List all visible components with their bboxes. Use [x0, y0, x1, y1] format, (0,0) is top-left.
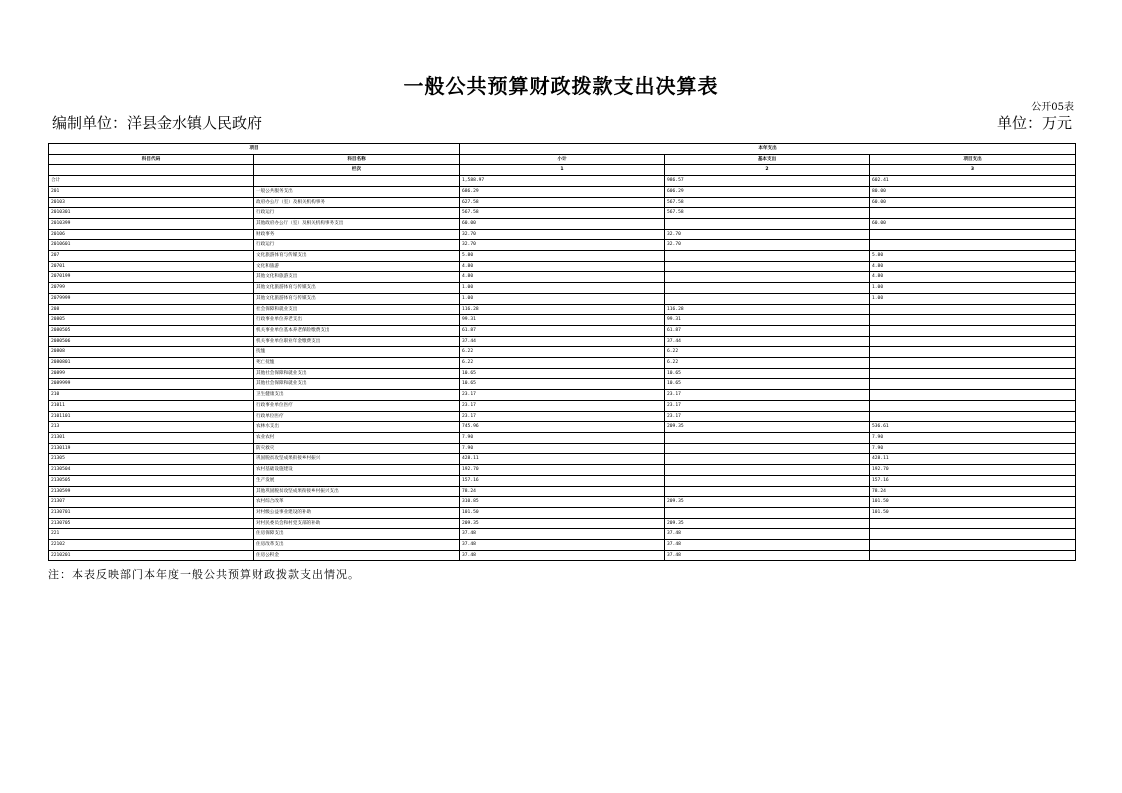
- code-cell: 2130701: [49, 507, 254, 518]
- code-cell: 21301: [49, 432, 254, 443]
- code-cell: 208: [49, 304, 254, 315]
- expenditure-table: [48, 143, 1076, 561]
- basic-cell: 99.31: [665, 315, 870, 326]
- basic-cell: 209.35: [665, 518, 870, 529]
- code-cell: 20805: [49, 315, 254, 326]
- project-cell: 1.00: [870, 283, 1076, 294]
- subtotal-cell: 1,588.97: [460, 176, 665, 187]
- subtotal-cell: 1.00: [460, 283, 665, 294]
- code-cell: 2010301: [49, 208, 254, 219]
- subtotal-cell: 101.50: [460, 507, 665, 518]
- code-cell: 210: [49, 390, 254, 401]
- table-row: [49, 443, 1076, 454]
- code-cell: 207: [49, 251, 254, 262]
- code-cell: 合计: [49, 176, 254, 187]
- code-cell: 20799: [49, 283, 254, 294]
- subtotal-cell: 23.17: [460, 400, 665, 411]
- header-current-year: 本年支出: [460, 144, 1076, 155]
- basic-cell: 23.17: [665, 411, 870, 422]
- table-row: [49, 518, 1076, 529]
- name-cell: 住房保障支出: [254, 529, 460, 540]
- subtotal-cell: 627.58: [460, 197, 665, 208]
- table-row: [49, 540, 1076, 551]
- subtotal-cell: 23.17: [460, 411, 665, 422]
- subtotal-cell: 4.80: [460, 272, 665, 283]
- subtotal-cell: 1.00: [460, 293, 665, 304]
- subtotal-cell: 567.58: [460, 208, 665, 219]
- compiling-unit: 编制单位：洋县金水镇人民政府: [52, 114, 263, 132]
- name-cell: 行政事业单位养老支出: [254, 315, 460, 326]
- project-cell: 60.00: [870, 197, 1076, 208]
- name-cell: 住房公积金: [254, 550, 460, 561]
- code-cell: 2130504: [49, 465, 254, 476]
- basic-cell: 23.17: [665, 400, 870, 411]
- code-cell: 21307: [49, 497, 254, 508]
- table-row: [49, 315, 1076, 326]
- project-cell: [870, 550, 1076, 561]
- code-cell: 20106: [49, 229, 254, 240]
- project-cell: 192.70: [870, 465, 1076, 476]
- project-cell: 536.61: [870, 422, 1076, 433]
- subtotal-cell: 7.90: [460, 443, 665, 454]
- table-row: [49, 497, 1076, 508]
- basic-cell: 116.28: [665, 304, 870, 315]
- project-cell: [870, 518, 1076, 529]
- code-cell: 221: [49, 529, 254, 540]
- basic-cell: 209.35: [665, 422, 870, 433]
- name-cell: 其他文化旅游体育与传媒支出: [254, 283, 460, 294]
- subtotal-cell: 37.48: [460, 540, 665, 551]
- project-cell: 5.80: [870, 251, 1076, 262]
- basic-cell: [665, 443, 870, 454]
- basic-cell: 37.48: [665, 550, 870, 561]
- basic-cell: 567.58: [665, 208, 870, 219]
- project-cell: 4.80: [870, 261, 1076, 272]
- table-row: [49, 465, 1076, 476]
- name-cell: 抚恤: [254, 347, 460, 358]
- table-row: [49, 390, 1076, 401]
- project-cell: [870, 240, 1076, 251]
- name-cell: 防灾救灾: [254, 443, 460, 454]
- basic-cell: [665, 432, 870, 443]
- project-cell: [870, 540, 1076, 551]
- header-code: 科目代码: [49, 154, 254, 165]
- table-row: [49, 550, 1076, 561]
- code-cell: 201: [49, 186, 254, 197]
- basic-cell: [665, 293, 870, 304]
- header-row-3: [49, 165, 1076, 176]
- subtotal-cell: 32.70: [460, 240, 665, 251]
- name-cell: 其他社会保障和就业支出: [254, 368, 460, 379]
- table-row: [49, 358, 1076, 369]
- project-cell: [870, 368, 1076, 379]
- name-cell: 机关事业单位基本养老保险缴费支出: [254, 325, 460, 336]
- header-project-exp: 项目支出: [870, 154, 1076, 165]
- project-cell: 7.90: [870, 443, 1076, 454]
- name-cell: 一般公共服务支出: [254, 186, 460, 197]
- project-cell: 101.50: [870, 497, 1076, 508]
- subtotal-cell: 5.80: [460, 251, 665, 262]
- table-row: [49, 422, 1076, 433]
- table-row: [49, 368, 1076, 379]
- subtotal-cell: 7.90: [460, 432, 665, 443]
- name-cell: 农村基础设施建设: [254, 465, 460, 476]
- table-row: [49, 325, 1076, 336]
- basic-cell: 567.58: [665, 197, 870, 208]
- header-col-3: 3: [870, 165, 1076, 176]
- code-cell: 20899: [49, 368, 254, 379]
- subtotal-cell: 32.70: [460, 229, 665, 240]
- project-cell: 101.50: [870, 507, 1076, 518]
- header-col-2: 2: [665, 165, 870, 176]
- subtotal-cell: 428.11: [460, 454, 665, 465]
- code-cell: 2130705: [49, 518, 254, 529]
- basic-cell: [665, 507, 870, 518]
- footnote: 注：本表反映部门本年度一般公共预算财政拨款支出情况。: [48, 568, 360, 581]
- subtotal-cell: 37.48: [460, 550, 665, 561]
- subtotal-cell: 745.96: [460, 422, 665, 433]
- basic-cell: [665, 251, 870, 262]
- name-cell: 死亡抚恤: [254, 358, 460, 369]
- project-cell: 157.16: [870, 475, 1076, 486]
- basic-cell: 61.87: [665, 325, 870, 336]
- subtotal-cell: 99.31: [460, 315, 665, 326]
- project-cell: 80.00: [870, 186, 1076, 197]
- code-cell: 2130599: [49, 486, 254, 497]
- subtotal-cell: 37.44: [460, 336, 665, 347]
- name-cell: 财政事务: [254, 229, 460, 240]
- name-cell: 其他文化和旅游支出: [254, 272, 460, 283]
- header-row-2: [49, 154, 1076, 165]
- name-cell: 机关事业单位职业年金缴费支出: [254, 336, 460, 347]
- project-cell: 428.11: [870, 454, 1076, 465]
- project-cell: [870, 358, 1076, 369]
- code-cell: 22102: [49, 540, 254, 551]
- table-row: [49, 379, 1076, 390]
- header-project: 项目: [49, 144, 460, 155]
- subtotal-cell: 310.85: [460, 497, 665, 508]
- table-row: [49, 272, 1076, 283]
- basic-cell: 986.57: [665, 176, 870, 187]
- subtotal-cell: 61.87: [460, 325, 665, 336]
- code-cell: 2080505: [49, 325, 254, 336]
- code-cell: 21011: [49, 400, 254, 411]
- basic-cell: [665, 283, 870, 294]
- project-cell: [870, 347, 1076, 358]
- project-cell: [870, 336, 1076, 347]
- project-cell: [870, 379, 1076, 390]
- header-blank: [49, 165, 254, 176]
- name-cell: 文化和旅游: [254, 261, 460, 272]
- project-cell: [870, 400, 1076, 411]
- subtotal-cell: 192.70: [460, 465, 665, 476]
- name-cell: 政府办公厅（室）及相关机构事务: [254, 197, 460, 208]
- table-row: [49, 283, 1076, 294]
- basic-cell: [665, 465, 870, 476]
- name-cell: 对村级公益事业建设的补助: [254, 507, 460, 518]
- header-col-1: 1: [460, 165, 665, 176]
- basic-cell: 6.22: [665, 347, 870, 358]
- project-cell: 602.41: [870, 176, 1076, 187]
- name-cell: 农业农村: [254, 432, 460, 443]
- table-row: [49, 197, 1076, 208]
- table-row: [49, 411, 1076, 422]
- project-cell: [870, 325, 1076, 336]
- table-row: [49, 529, 1076, 540]
- table-row: [49, 240, 1076, 251]
- basic-cell: 23.17: [665, 390, 870, 401]
- code-cell: 2010601: [49, 240, 254, 251]
- basic-cell: [665, 454, 870, 465]
- code-cell: 2070199: [49, 272, 254, 283]
- table-row: [49, 507, 1076, 518]
- subtotal-cell: 37.48: [460, 529, 665, 540]
- name-cell: 住房改革支出: [254, 540, 460, 551]
- basic-cell: 10.65: [665, 368, 870, 379]
- code-cell: 213: [49, 422, 254, 433]
- basic-cell: 6.22: [665, 358, 870, 369]
- subtotal-cell: 4.80: [460, 261, 665, 272]
- name-cell: 行政单位医疗: [254, 411, 460, 422]
- basic-cell: 32.70: [665, 240, 870, 251]
- code-cell: 20808: [49, 347, 254, 358]
- project-cell: [870, 411, 1076, 422]
- subtotal-cell: 157.16: [460, 475, 665, 486]
- table-row: [49, 261, 1076, 272]
- table-row: [49, 304, 1076, 315]
- code-cell: 21305: [49, 454, 254, 465]
- code-cell: 20103: [49, 197, 254, 208]
- basic-cell: [665, 272, 870, 283]
- table-row: [49, 251, 1076, 262]
- project-cell: 60.00: [870, 218, 1076, 229]
- basic-cell: 37.48: [665, 529, 870, 540]
- table-row: [49, 336, 1076, 347]
- name-cell: 行政运行: [254, 240, 460, 251]
- header-subtotal: 小计: [460, 154, 665, 165]
- code-cell: 2130119: [49, 443, 254, 454]
- subtotal-cell: 10.65: [460, 379, 665, 390]
- table-row: [49, 293, 1076, 304]
- table-row: [49, 347, 1076, 358]
- page-title: 一般公共预算财政拨款支出决算表: [403, 74, 719, 98]
- project-cell: [870, 315, 1076, 326]
- name-cell: [254, 176, 460, 187]
- table-row: [49, 432, 1076, 443]
- basic-cell: [665, 261, 870, 272]
- table-row: [49, 475, 1076, 486]
- header-col-label: 栏次: [254, 165, 460, 176]
- code-cell: 2210201: [49, 550, 254, 561]
- code-cell: 2080506: [49, 336, 254, 347]
- project-cell: 78.24: [870, 486, 1076, 497]
- subtotal-cell: 116.28: [460, 304, 665, 315]
- basic-cell: 606.29: [665, 186, 870, 197]
- table-row: [49, 186, 1076, 197]
- table-row: [49, 208, 1076, 219]
- form-number: 公开05表: [1031, 102, 1074, 113]
- project-cell: [870, 208, 1076, 219]
- basic-cell: 209.35: [665, 497, 870, 508]
- subtotal-cell: 10.65: [460, 368, 665, 379]
- name-cell: 社会保障和就业支出: [254, 304, 460, 315]
- project-cell: 1.00: [870, 293, 1076, 304]
- code-cell: 2130505: [49, 475, 254, 486]
- basic-cell: [665, 486, 870, 497]
- code-cell: 2089999: [49, 379, 254, 390]
- code-cell: 20701: [49, 261, 254, 272]
- name-cell: 卫生健康支出: [254, 390, 460, 401]
- project-cell: [870, 390, 1076, 401]
- code-cell: 2101101: [49, 411, 254, 422]
- table-row: [49, 486, 1076, 497]
- basic-cell: 10.65: [665, 379, 870, 390]
- table-row: [49, 218, 1076, 229]
- subtotal-cell: 686.29: [460, 186, 665, 197]
- name-cell: 农村综合改革: [254, 497, 460, 508]
- project-cell: 4.80: [870, 272, 1076, 283]
- basic-cell: 37.48: [665, 540, 870, 551]
- subtotal-cell: 23.17: [460, 390, 665, 401]
- code-cell: 2080801: [49, 358, 254, 369]
- currency-unit: 单位：万元: [996, 114, 1072, 132]
- table-row: [49, 176, 1076, 187]
- basic-cell: [665, 475, 870, 486]
- name-cell: 生产发展: [254, 475, 460, 486]
- table-row: [49, 229, 1076, 240]
- basic-cell: [665, 218, 870, 229]
- code-cell: 2010399: [49, 218, 254, 229]
- project-cell: [870, 304, 1076, 315]
- header-basic: 基本支出: [665, 154, 870, 165]
- name-cell: 对村民委员会和村党支部的补助: [254, 518, 460, 529]
- subtotal-cell: 209.35: [460, 518, 665, 529]
- project-cell: 7.90: [870, 432, 1076, 443]
- name-cell: 其他政府办公厅（室）及相关机构事务支出: [254, 218, 460, 229]
- name-cell: 行政事业单位医疗: [254, 400, 460, 411]
- name-cell: 文化旅游体育与传媒支出: [254, 251, 460, 262]
- header-name: 科目名称: [254, 154, 460, 165]
- subtotal-cell: 60.00: [460, 218, 665, 229]
- subtotal-cell: 6.22: [460, 347, 665, 358]
- code-cell: 2079999: [49, 293, 254, 304]
- subtotal-cell: 6.22: [460, 358, 665, 369]
- header-row-1: [49, 144, 1076, 155]
- table-row: [49, 454, 1076, 465]
- subtotal-cell: 78.24: [460, 486, 665, 497]
- name-cell: 行政运行: [254, 208, 460, 219]
- name-cell: 其他社会保障和就业支出: [254, 379, 460, 390]
- project-cell: [870, 229, 1076, 240]
- project-cell: [870, 529, 1076, 540]
- name-cell: 其他文化旅游体育与传媒支出: [254, 293, 460, 304]
- table-row: [49, 400, 1076, 411]
- basic-cell: 37.44: [665, 336, 870, 347]
- name-cell: 农林水支出: [254, 422, 460, 433]
- name-cell: 其他巩固脱贫攻坚成果衔接乡村振兴支出: [254, 486, 460, 497]
- basic-cell: 32.70: [665, 229, 870, 240]
- name-cell: 巩固脱贫攻坚成果衔接乡村振兴: [254, 454, 460, 465]
